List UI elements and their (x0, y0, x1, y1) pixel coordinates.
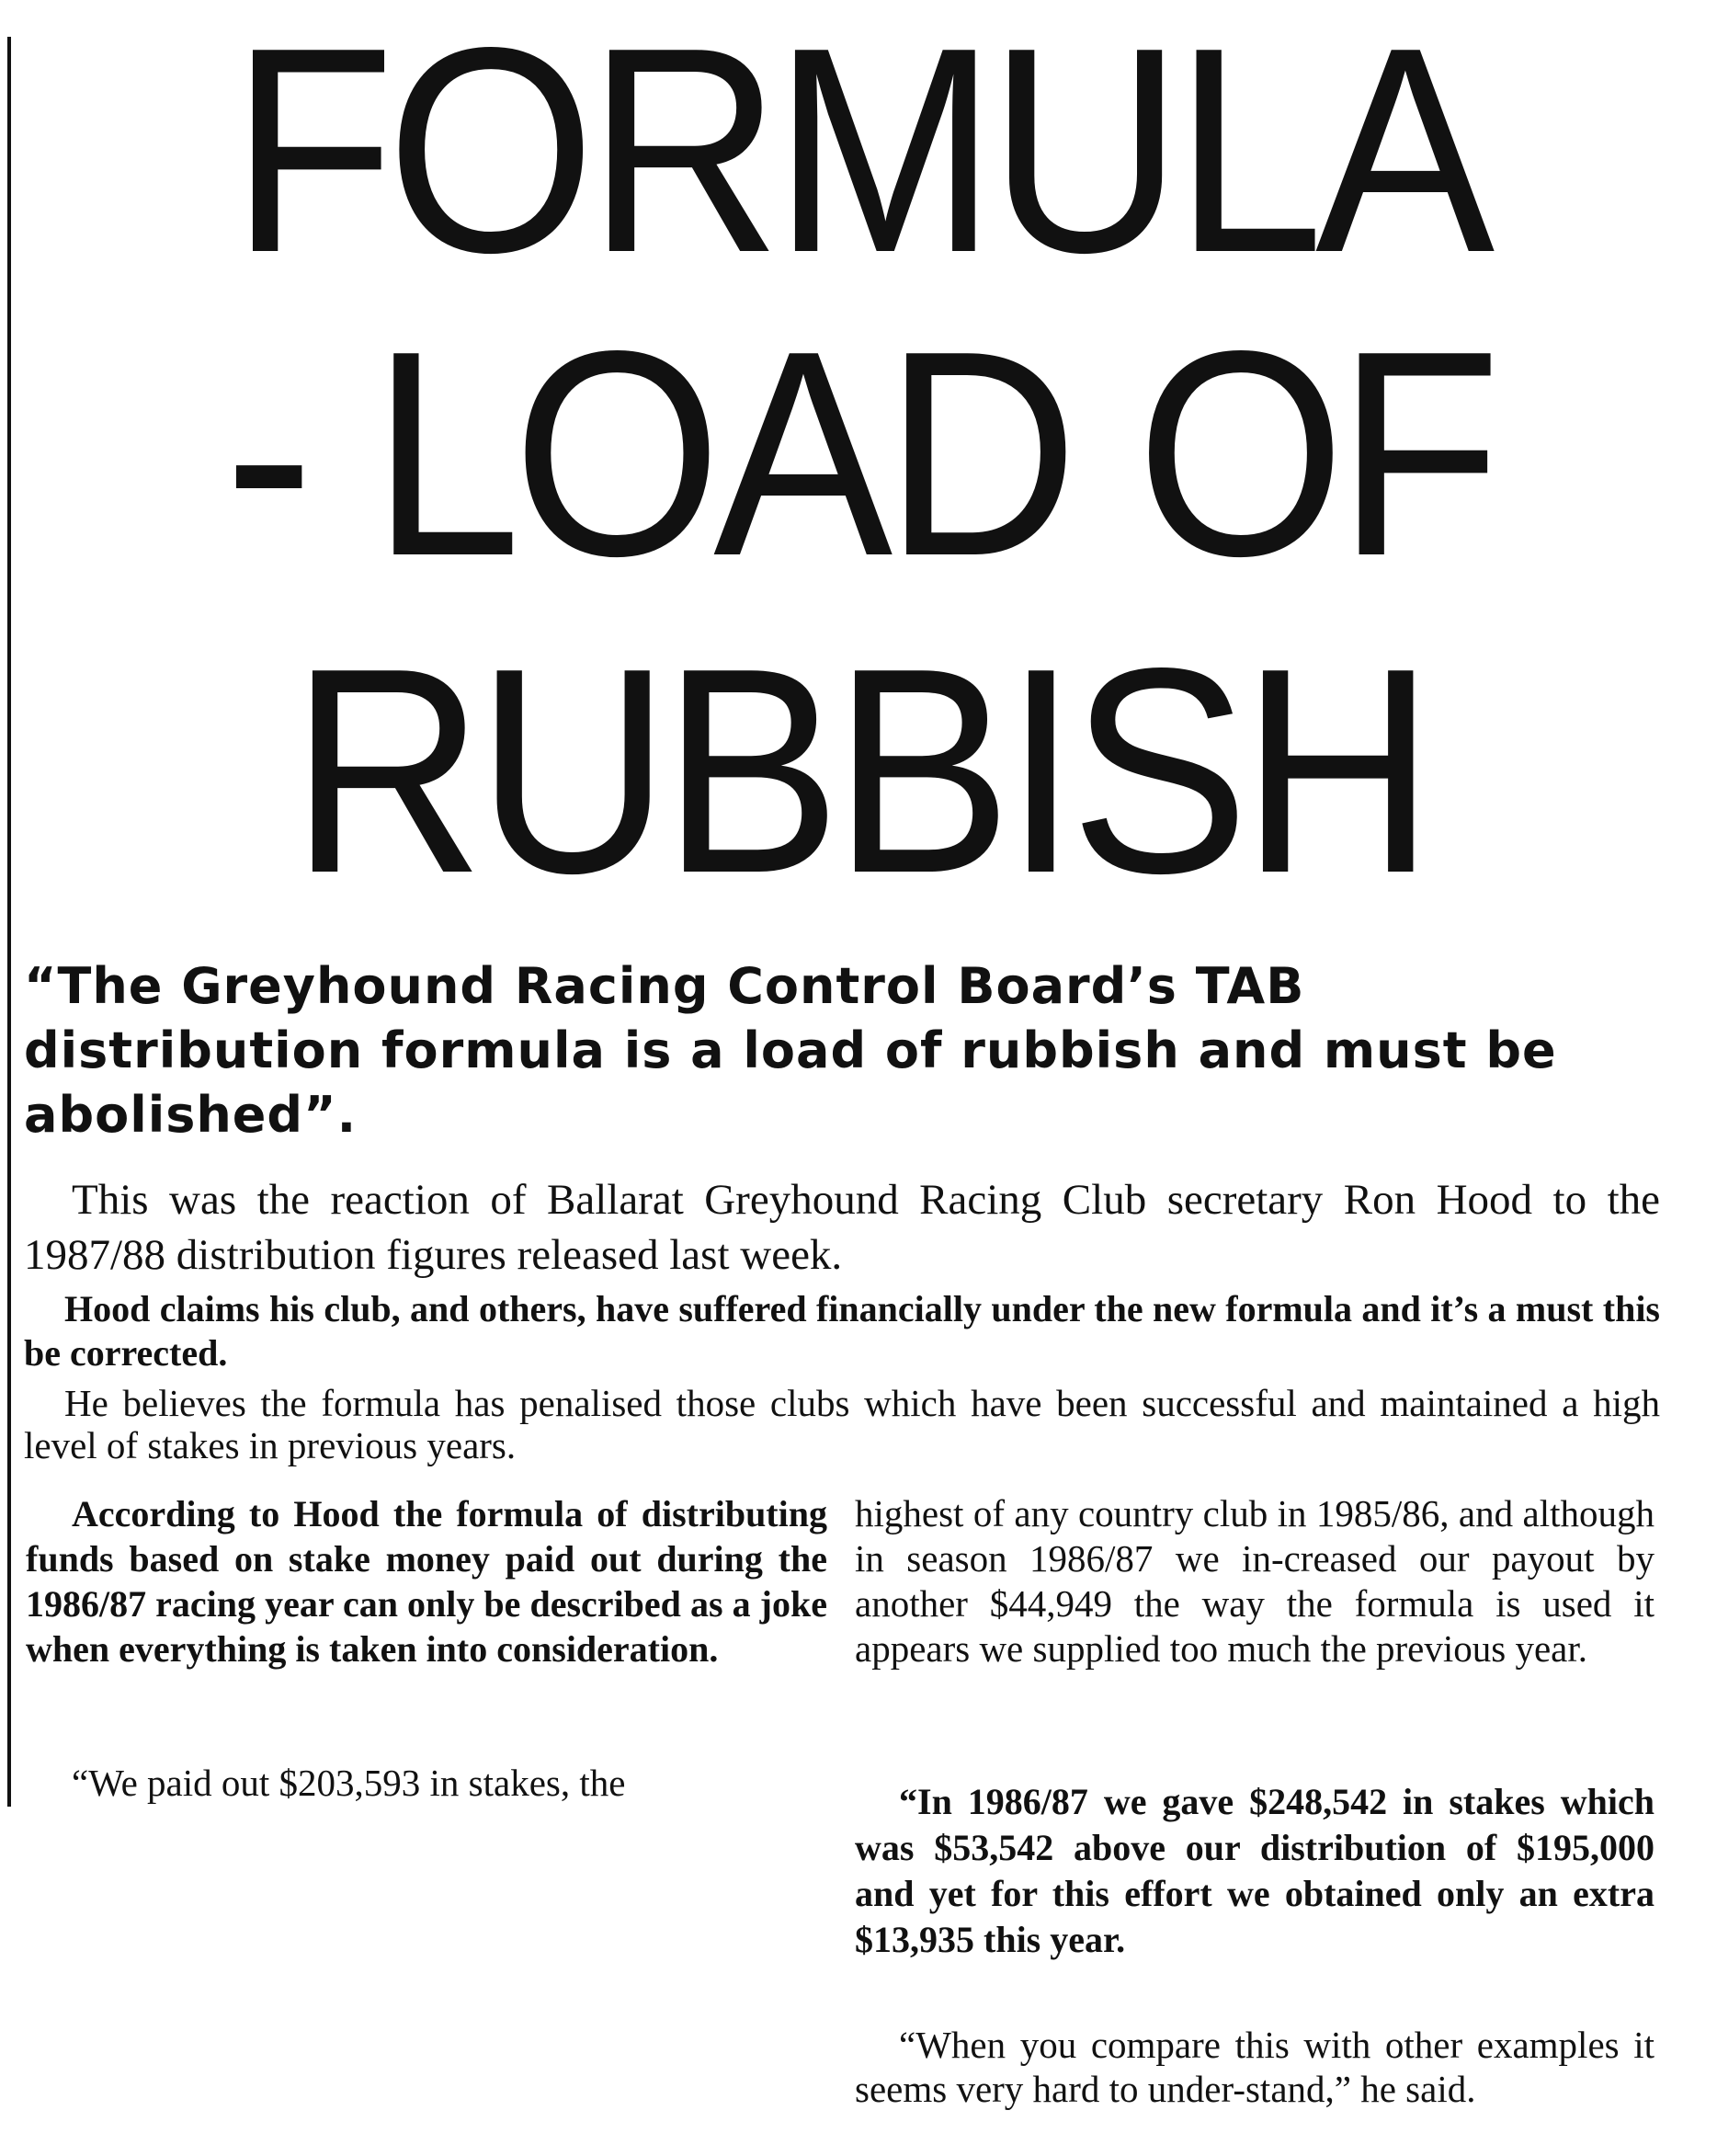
column-rule (7, 37, 11, 1807)
right-column-quote-continuation: highest of any country club in 1985/86, and although in season 1986/87 we in-creased our payout by another $44,949 the way the formula is used it appears we supplied too much the previous year. (855, 1492, 1654, 1670)
headline-line-3: RUBBISH (290, 608, 1427, 934)
right-column-bold-paragraph: “In 1986/87 we gave $248,542 in stakes which was $53,542 above our distribution of $195,000 and yet for this effort we obtained only an extra $13,935 this year. (855, 1781, 1654, 1960)
claim-paragraph: Hood claims his club, and others, have suffered financially under the new formula and it’s a must this be corrected. (24, 1288, 1660, 1374)
right-column-closing-paragraph: “When you compare this with other examples it seems very hard to under-stand,” he said. (855, 2024, 1654, 2110)
standfirst-quote: “The Greyhound Racing Control Board’s TAB distribution formula is a load of rubbish and must be abolished”. (24, 957, 1557, 1144)
headline-line-1: FORMULA (231, 0, 1486, 314)
headline-line-2: - LOAD OF (223, 291, 1494, 617)
lead-paragraph: This was the reaction of Ballarat Greyhound Racing Club secretary Ron Hood to the 1987/88 distribution figures released last week. (24, 1176, 1660, 1279)
left-column-bold-paragraph: According to Hood the formula of distributing funds based on stake money paid out during the 1986/87 racing year can only be described as a joke when everything is taken into consideration. (26, 1493, 827, 1670)
left-column-quote-start: “We paid out $203,593 in stakes, the (72, 1762, 626, 1804)
penalised-paragraph: He believes the formula has penalised those clubs which have been successful and maintained a high level of stakes in previous years. (24, 1382, 1660, 1466)
